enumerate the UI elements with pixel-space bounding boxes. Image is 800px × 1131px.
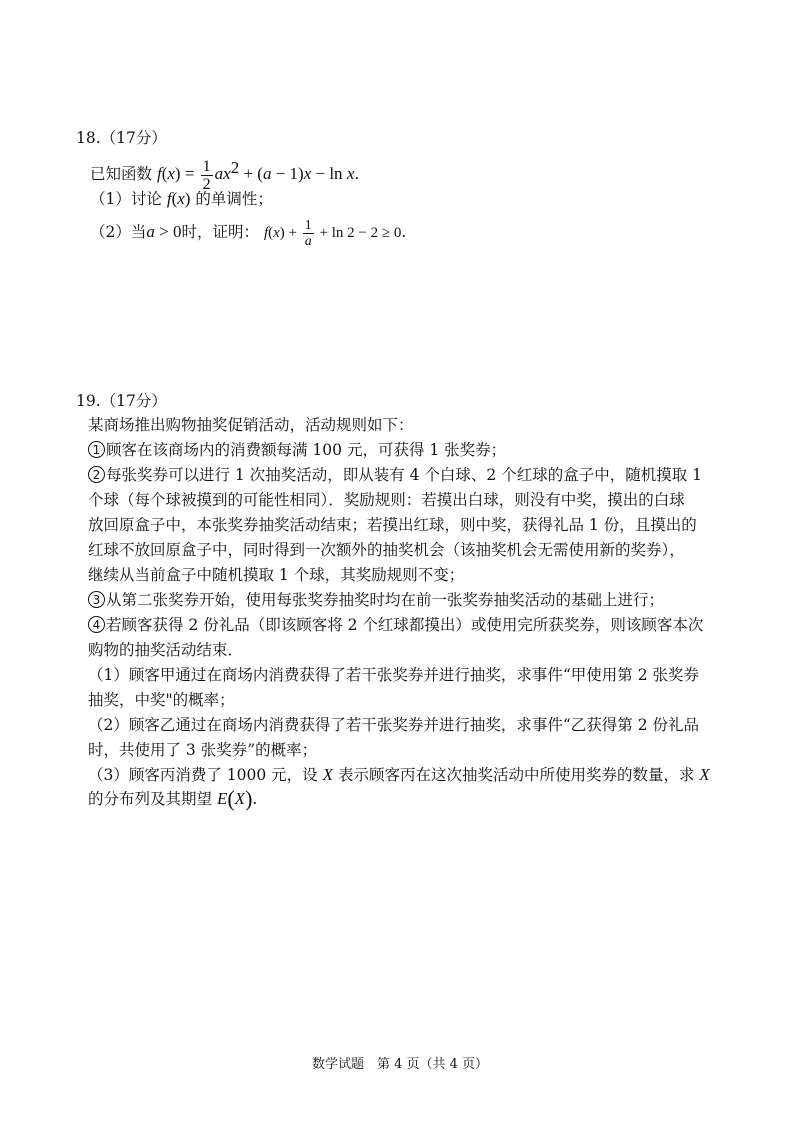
q19-rule-1-line-1: 顾客在该商场内的消费额每满 100 元，可获得 1 张奖券； (106, 441, 507, 459)
q18-part1 (90, 188, 273, 210)
q18-part2-formula: f(x) + $\frac{1}{a}$ + ln 2 − 2 ≥ 0 (263, 217, 402, 249)
q18-intro-prefix: 已知函数 (90, 165, 153, 184)
rule-number-badge: 3 (88, 591, 105, 608)
q18-part1-label: （1） (90, 190, 131, 208)
q18-part2-when: 当 (130, 223, 147, 241)
q19-intro: 某商场推出购物抽奖促销活动，活动规则如下： (88, 416, 414, 434)
q19-rule-2-line-4: 红球不放回原盒子中，同时得到一次额外的抽奖机会（该抽奖机会无需使用新的奖券）， (88, 541, 685, 559)
expectation-formula: E(X) (216, 786, 253, 811)
q19-sub3-end: . (252, 790, 258, 808)
q18-intro-suffix: . (354, 165, 360, 184)
q19-rule-2-line-1: 每张奖券可以进行 1 次抽奖活动，即从装有 4 个白球、2 个红球的盒子中，随机摸取 1 (106, 466, 703, 484)
q18-part2-condition: a > 0 (146, 222, 182, 241)
q19-sub3-text-a: （3）顾客丙消费了 1000 元，设 (88, 766, 318, 784)
q19-rule-4 (88, 614, 703, 636)
q19-header: 19.（17分） (76, 392, 167, 410)
q19-rule-2-line-2: 个球（每个球被摸到的可能性相同）．奖励规则：若摸出白球，则没有中奖，摸出的白球 (88, 491, 685, 509)
q18-part1-prefix: 讨论 (130, 190, 162, 208)
q19-sub3-line-2 (88, 788, 257, 810)
q18-part2 (90, 214, 406, 250)
rule-number-badge: 1 (88, 441, 105, 458)
q19-sub3-text-b: 表示顾客丙在这次抽奖活动中所使用奖券的数量，求 (337, 766, 695, 784)
q19-rule-2-line-5: 继续从当前盒子中随机摸取 1 个球，其奖励规则不变； (88, 566, 465, 584)
q19-rule-2-line-3: 放回原盒子中，本张奖券抽奖活动结束；若摸出红球，则中奖，获得礼品 1 份，且摸出的 (88, 516, 697, 534)
q18-function-formula: f(x) = $\frac{1}{2}$ $ax^2 + (a - 1)x - \ln x$ (156, 157, 355, 193)
q19-sub3-text-c: 的分布列及其期望 (88, 790, 213, 808)
q18-part2-label: （2） (90, 223, 131, 241)
q19-sub2-line-2: 时，共使用了 3 张奖券”的概率； (88, 741, 318, 759)
q18-header: 18.（17分） (76, 129, 167, 147)
q19-rule-4-line-1: 若顾客获得 2 份礼品（即该顾客将 2 个红球都摸出）或使用完所获奖券，则该顾客本次 (106, 616, 704, 634)
q18-part2-mid: 时，证明： (181, 223, 259, 241)
variable-x: X (699, 765, 710, 784)
page-footer: 数学试题 第 4 页（共 4 页） (311, 1057, 489, 1072)
q19-rule-1 (88, 439, 506, 461)
q19-rule-3-line-1: 从第二张奖券开始，使用每张奖券抽奖时均在前一张奖券抽奖活动的基础上进行； (106, 591, 665, 609)
q19-rule-4-line-2: 购物的抽奖活动结束． (88, 641, 244, 659)
q19-rule-3 (88, 589, 664, 611)
q19-sub1-line-2: 抽奖，中奖"的概率； (88, 691, 235, 709)
q19-rule-2 (88, 464, 702, 486)
q19-sub1-line-1: （1）顾客甲通过在商场内消费获得了若干张奖券并进行抽奖，求事件“甲使用第 2 张奖券 (88, 666, 700, 684)
q18-part1-formula: f(x) (166, 189, 191, 208)
q18-part2-end: . (401, 223, 407, 241)
q18-part1-suffix: 的单调性； (195, 190, 273, 208)
q19-sub3-line-1 (88, 764, 710, 786)
q18-intro (90, 150, 360, 193)
q19-sub2-line-1: （2）顾客乙通过在商场内消费获得了若干张奖券并进行抽奖，求事件“乙获得第 2 份礼品 (88, 716, 700, 734)
variable-x: X (322, 765, 333, 784)
rule-number-badge: 2 (88, 466, 105, 483)
rule-number-badge: 4 (88, 616, 105, 633)
